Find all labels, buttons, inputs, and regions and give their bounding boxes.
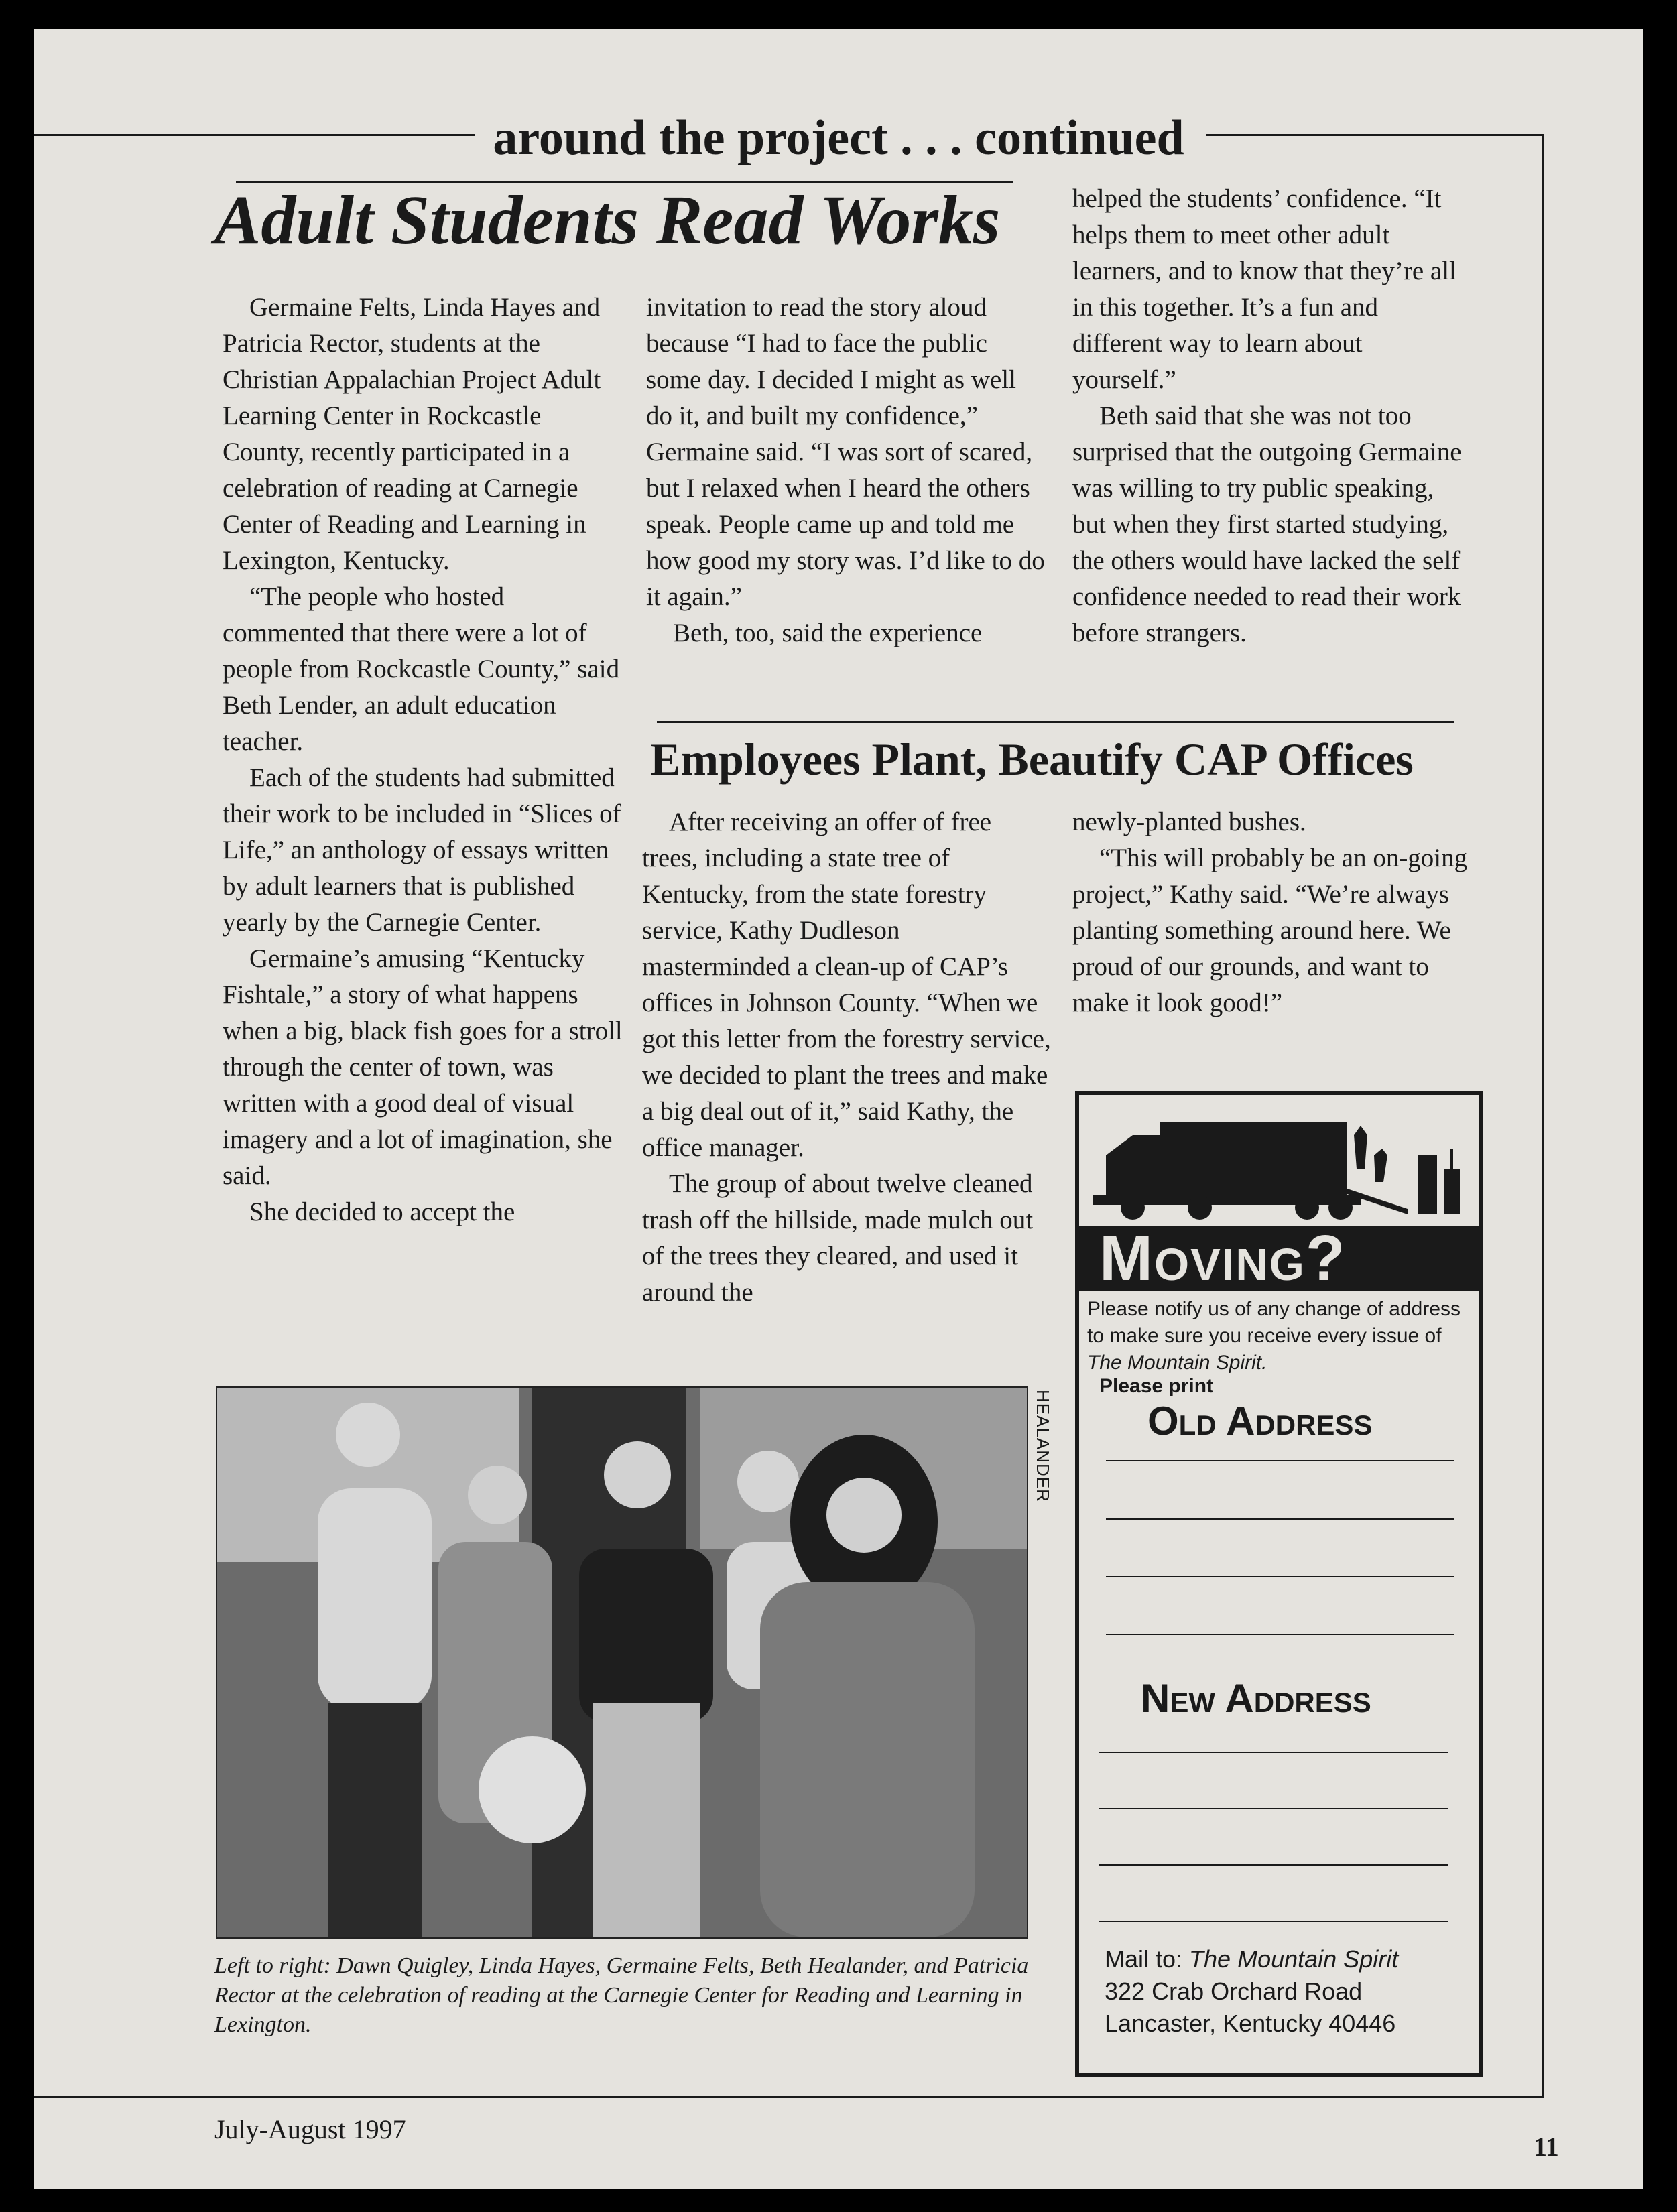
- mail-to-label: Mail to:: [1105, 1945, 1190, 1973]
- article2-column-2: [1072, 804, 1468, 1021]
- old-address-line-4[interactable]: [1106, 1634, 1454, 1635]
- bottom-rule: [34, 2096, 1544, 2098]
- new-address-line-4[interactable]: [1099, 1921, 1448, 1922]
- mail-street: 322 Crab Orchard Road: [1105, 1977, 1363, 2005]
- paragraph: She decided to accept the: [249, 1197, 515, 1226]
- magazine-page: [34, 29, 1643, 2189]
- paragraph: Germaine’s amusing “Kentucky Fishtale,” a story of what happens when a big, black fish goes for a stroll through the center of town, was written with a good deal of visual imagery and a lot of imagination, she said.: [223, 944, 623, 1190]
- article2-column-1: [642, 804, 1051, 1311]
- new-address-line-2[interactable]: [1099, 1808, 1448, 1809]
- article2-title: Employees Plant, Beautify CAP Offices: [650, 734, 1414, 785]
- new-address-line-1[interactable]: [1099, 1752, 1448, 1753]
- paragraph: invitation to read the story aloud because “I had to face the public some day. I decided I might as well do it, and built my confidence,” Germaine said. “I was sort of scared, but I relaxed when I heard the others speak. People came up and told me how good my story was. I’d like to do it again.”: [646, 293, 1045, 611]
- right-border-rule: [1542, 134, 1544, 2097]
- section-kicker: around the project . . . continued: [34, 110, 1643, 167]
- issue-date: July-August 1997: [214, 2114, 406, 2144]
- paragraph: The group of about twelve cleaned trash off the hillside, made mulch out of the trees they cleared, and used it around the: [642, 1169, 1034, 1307]
- moving-notice-text: [1087, 1296, 1471, 1376]
- old-address-heading: Old Address: [1147, 1398, 1373, 1443]
- paragraph: newly-planted bushes.: [1072, 807, 1306, 836]
- paragraph: Beth said that she was not too surprised that the outgoing Germaine was willing to try public speaking, but when they first started studying, the others would have lacked the self confidence needed to read their work before strangers.: [1072, 401, 1462, 647]
- old-address-line-3[interactable]: [1106, 1576, 1454, 1577]
- photo-caption: Left to right: Dawn Quigley, Linda Hayes, Germaine Felts, Beth Healander, and Patricia Rector at the celebration of reading at the Carnegie Center for Reading and Learning in Lexington.: [214, 1953, 1029, 2037]
- moving-notice-box: [1075, 1091, 1483, 2077]
- please-print-label: Please print: [1099, 1375, 1214, 1397]
- article1-column-3: [1072, 181, 1468, 651]
- article2-rule: [657, 721, 1454, 723]
- page-number: 11: [1534, 2132, 1559, 2162]
- new-address-line-3[interactable]: [1099, 1864, 1448, 1866]
- old-address-line-1[interactable]: [1106, 1460, 1454, 1461]
- mail-to-block: [1105, 1943, 1398, 2040]
- paragraph: After receiving an offer of free trees, including a state tree of Kentucky, from the state forestry service, Kathy Dudleson masterminded a clean-up of CAP’s offices in Johnson County. “When we got this letter from the forestry service, we decided to plant the trees and make a big deal out of it,” said Kathy, the office manager.: [642, 807, 1051, 1162]
- mail-city: Lancaster, Kentucky 40446: [1105, 2010, 1396, 2037]
- paragraph: “This will probably be an on-going project,” Kathy said. “We’re always planting something around here. We proud of our grounds, and want to make it look good!”: [1072, 844, 1468, 1017]
- moving-heading: Moving?: [1079, 1226, 1479, 1291]
- paragraph: “The people who hosted commented that there were a lot of people from Rockcastle County,” said Beth Lender, an adult education teacher.: [223, 582, 620, 756]
- paragraph: Each of the students had submitted their work to be included in “Slices of Life,” an anthology of essays written by adult learners that is published yearly by the Carnegie Center.: [223, 763, 621, 937]
- moving-truck-icon: [1093, 1108, 1465, 1222]
- magazine-title: The Mountain Spirit.: [1087, 1352, 1267, 1374]
- new-address-heading: New Address: [1141, 1676, 1371, 1721]
- article1-column-2: [646, 289, 1048, 651]
- mail-to-line: [1105, 1943, 1398, 1975]
- article1-column-1: [223, 289, 625, 1230]
- paragraph: Germaine Felts, Linda Hayes and Patricia Rector, students at the Christian Appalachian Project Adult Learning Center in Rockcastle County, recently participated in a celebration of reading at Carnegie Center of Reading and Learning in Lexington, Kentucky.: [223, 293, 601, 575]
- paragraph: helped the students’ confidence. “It helps them to meet other adult learners, and to know that they’re all in this together. It’s a fun and different way to learn about yourself.”: [1072, 184, 1456, 394]
- moving-notice-pre: Please notify us of any change of address to make sure you receive every issue of: [1087, 1298, 1461, 1347]
- article-title: Adult Students Read Works: [214, 182, 1001, 259]
- photo-illustration: [217, 1388, 1027, 1937]
- photo-credit: HEALANDER: [1033, 1390, 1053, 1502]
- group-photo: [216, 1386, 1028, 1939]
- old-address-line-2[interactable]: [1106, 1518, 1454, 1520]
- paragraph: Beth, too, said the experience: [673, 619, 983, 647]
- mail-to-name: The Mountain Spirit: [1189, 1945, 1399, 1973]
